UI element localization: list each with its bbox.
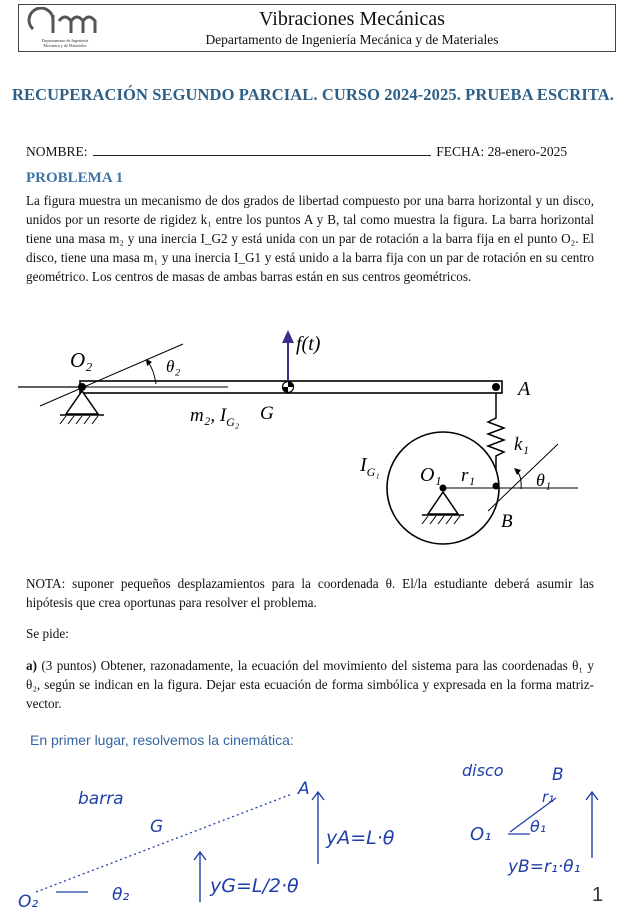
hw-theta2-label: θ₂: [112, 885, 130, 905]
o2-ground-support: [66, 391, 98, 414]
o1-label: O₁: [420, 464, 442, 486]
hw-a-label: A: [298, 779, 310, 799]
hw-yb-arrow: [586, 792, 598, 858]
hw-barra-label: barra: [78, 789, 124, 809]
hw-theta1-label: θ₁: [530, 817, 547, 836]
nota-text: NOTA: suponer pequeños desplazamientos para la coordenada θ. El/la estudiante deberá asumir las hipótesis que crea oportunas para resolver el problema.: [26, 576, 594, 610]
page-header: [18, 4, 616, 52]
hw-ya-eq: yA=L·θ: [326, 827, 395, 849]
theta1-label: θ₁: [536, 470, 552, 490]
hw-yb-eq: yB=r₁·θ₁: [508, 857, 581, 877]
exam-title: RECUPERACIÓN SEGUNDO PARCIAL. CURSO 2024-2025. PRUEBA ESCRITA.: [12, 85, 614, 104]
point-a-label: A: [518, 378, 531, 400]
logo-text-2: Mecánica y de Materiales: [43, 43, 87, 48]
point-b-label: B: [501, 511, 513, 532]
hw-disco-label: disco: [462, 761, 504, 780]
date-label: FECHA: 28-enero-2025: [436, 144, 568, 159]
mechanism-figure: [18, 326, 618, 562]
o2-ground-hatch: [60, 416, 98, 424]
problem-title: PROBLEMA 1: [26, 170, 124, 186]
header-title: Vibraciones Mecánicas: [259, 8, 445, 30]
hw-o1-label: O₁: [470, 824, 492, 845]
hw-yg-eq: yG=L/2·θ: [210, 875, 299, 897]
part-a-text: a) (3 puntos) Obtener, razonadamente, la ecuación del movimiento del sistema para las coordenadas θ₁ y θ₂, según se indican en la figura. Dejar esta ecuación de forma simbólica y expresada en la forma matriz-vector.: [26, 658, 594, 711]
hw-yg-arrow: [194, 852, 206, 902]
handwritten-kinematics-sketch: [0, 752, 626, 915]
theta2-angle-line: [40, 344, 183, 406]
point-a-pin: [492, 383, 500, 391]
theta2-label: θ₂: [166, 357, 181, 376]
name-blank-line: [93, 143, 431, 156]
problem-statement: La figura muestra un mecanismo de dos grados de libertad compuesto por una barra horizontal y un disco, unidos por un resorte de rigidez k₁ entre los puntos A y B, tal como muestra la figura. La barra horizontal tiene una masa m₂ y una inercia I_G2 y está unida con un par de rotación a la barra fija en el punto O₂. El disco, tiene una masa m₁ y una inercia I_G1 y está unido a la barra fija con un par de rotación en su centro geométrico. Los centros de masas de ambas barras están en sus centros geométricos.: [26, 193, 594, 284]
handwritten-intro: En primer lugar, resolvemos la cinemática:: [30, 732, 294, 748]
header-subtitle: Departamento de Ingeniería Mecánica y de Materiales: [205, 32, 499, 47]
hw-ya-arrow: [312, 792, 324, 864]
hw-o2-label: O₂: [18, 892, 39, 912]
hw-g-label: G: [150, 817, 164, 837]
k1-label: k₁: [514, 434, 530, 455]
o2-label: O₂: [70, 348, 93, 372]
name-label: NOMBRE:: [26, 144, 88, 159]
hw-b-label: B: [552, 765, 564, 785]
force-label: f(t): [296, 333, 321, 355]
se-pide-text: Se pide:: [26, 626, 69, 641]
theta1-arrowhead: [514, 468, 521, 475]
g-label: G: [260, 403, 274, 424]
r1-label: r₁: [461, 465, 475, 486]
ig1-label: $I_{G_1}$: [360, 454, 380, 479]
page-number: 1: [592, 884, 604, 906]
m2-ig2-label: m₂, $I_{G_2}$: [190, 405, 239, 429]
hw-r1-label: r₁: [542, 788, 555, 806]
name-date-row: [26, 143, 586, 160]
logo-text-1: Departamento de Ingeniería: [41, 38, 89, 43]
force-arrowhead: [282, 330, 294, 343]
theta2-arrowhead: [146, 359, 152, 366]
